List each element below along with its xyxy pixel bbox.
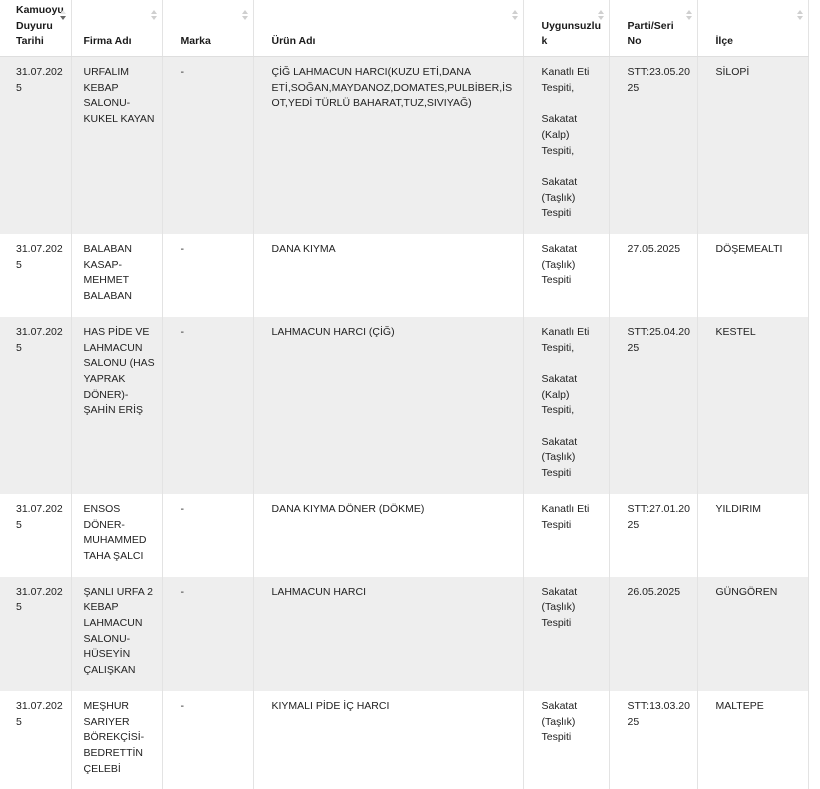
cell-urun: LAHMACUN HARCI (ÇİĞ): [253, 317, 523, 494]
table-row: [0, 317, 808, 494]
column-header-firma[interactable]: [71, 0, 162, 57]
column-header-label: Ürün Adı: [272, 34, 517, 50]
cell-date: 31.07.2025: [0, 577, 71, 691]
nonconformity-entry: Sakatat (Taşlık) Tespiti: [542, 435, 603, 482]
cell-marka: -: [162, 234, 253, 317]
cell-uygunsuzluk: [523, 57, 609, 235]
sort-up-arrow-icon: [242, 10, 248, 14]
entry-spacer: [542, 419, 603, 435]
cell-marka: -: [162, 691, 253, 789]
sort-up-arrow-icon: [60, 10, 66, 14]
cell-marka: -: [162, 494, 253, 577]
cell-ilce: GÜNGÖREN: [697, 577, 808, 691]
sort-down-arrow-icon: [797, 16, 803, 20]
nonconformity-entry: Kanatlı Eti Tespiti,: [542, 325, 603, 356]
nonconformity-entry: Sakatat (Kalp) Tespiti,: [542, 112, 603, 159]
column-header-label: Firma Adı: [84, 34, 156, 50]
cell-urun: LAHMACUN HARCI: [253, 577, 523, 691]
nonconformity-entry: Sakatat (Taşlık) Tespiti: [542, 585, 603, 632]
cell-date: 31.07.2025: [0, 691, 71, 789]
sort-up-arrow-icon: [797, 10, 803, 14]
header-row: [0, 0, 808, 57]
cell-parti: STT:13.03.2025: [609, 691, 697, 789]
sort-descending-icon[interactable]: [60, 10, 66, 20]
table-row: [0, 691, 808, 789]
column-header-label: No: [628, 34, 691, 50]
entry-spacer: [542, 96, 603, 112]
cell-ilce: SİLOPİ: [697, 57, 808, 235]
column-header-ilce[interactable]: [697, 0, 808, 57]
cell-firma: ENSOS DÖNER-MUHAMMED TAHA ŞALCI: [71, 494, 162, 577]
sort-icon[interactable]: [242, 10, 248, 20]
column-header-uygunsuzluk[interactable]: [523, 0, 609, 57]
nonconformity-entry: Sakatat (Taşlık) Tespiti: [542, 175, 603, 222]
cell-date: 31.07.2025: [0, 317, 71, 494]
column-header-label: Tarihi: [16, 34, 65, 50]
table-row: [0, 577, 808, 691]
cell-date: 31.07.2025: [0, 234, 71, 317]
column-header-label: Kamuoyu: [16, 3, 65, 19]
cell-parti: STT:25.04.2025: [609, 317, 697, 494]
sort-up-arrow-icon: [686, 10, 692, 14]
cell-urun: KIYMALI PİDE İÇ HARCI: [253, 691, 523, 789]
column-header-label: Duyuru: [16, 19, 65, 35]
nonconformity-entry: Sakatat (Taşlık) Tespiti: [542, 699, 603, 746]
sort-down-arrow-icon: [598, 16, 604, 20]
cell-parti: STT:27.01.2025: [609, 494, 697, 577]
cell-firma: BALABAN KASAP-MEHMET BALABAN: [71, 234, 162, 317]
cell-urun: ÇİĞ LAHMACUN HARCI(KUZU ETİ,DANA ETİ,SOĞAN,MAYDANOZ,DOMATES,PULBİBER,İSOT,YEDİ TÜRLÜ BAHARAT,TUZ,SIVIYAĞ): [253, 57, 523, 235]
cell-firma: URFALIM KEBAP SALONU-KUKEL KAYAN: [71, 57, 162, 235]
cell-uygunsuzluk: [523, 577, 609, 691]
column-header-urun[interactable]: [253, 0, 523, 57]
table-row: [0, 234, 808, 317]
cell-ilce: DÖŞEMEALTI: [697, 234, 808, 317]
column-header-date[interactable]: [0, 0, 71, 57]
table-row: [0, 494, 808, 577]
cell-firma: HAS PİDE VE LAHMACUN SALONU (HAS YAPRAK DÖNER)-ŞAHİN ERİŞ: [71, 317, 162, 494]
entry-spacer: [542, 159, 603, 175]
column-header-parti[interactable]: [609, 0, 697, 57]
column-header-marka[interactable]: [162, 0, 253, 57]
sort-down-arrow-icon: [60, 16, 66, 20]
nonconformity-entry: Sakatat (Kalp) Tespiti,: [542, 372, 603, 419]
cell-urun: DANA KIYMA: [253, 234, 523, 317]
nonconformity-entry: Kanatlı Eti Tespiti: [542, 502, 603, 533]
cell-firma: ŞANLI URFA 2 KEBAP LAHMACUN SALONU-HÜSEYİN ÇALIŞKAN: [71, 577, 162, 691]
sort-icon[interactable]: [797, 10, 803, 20]
cell-parti: 26.05.2025: [609, 577, 697, 691]
nonconformity-entry: Sakatat (Taşlık) Tespiti: [542, 242, 603, 289]
cell-ilce: YILDIRIM: [697, 494, 808, 577]
sort-icon[interactable]: [512, 10, 518, 20]
sort-down-arrow-icon: [512, 16, 518, 20]
sort-up-arrow-icon: [512, 10, 518, 14]
column-header-label: İlçe: [716, 34, 802, 50]
column-header-label: Parti/Seri: [628, 19, 691, 35]
table-row: [0, 57, 808, 235]
sort-icon[interactable]: [151, 10, 157, 20]
sort-icon[interactable]: [686, 10, 692, 20]
sort-icon[interactable]: [598, 10, 604, 20]
cell-uygunsuzluk: [523, 691, 609, 789]
cell-uygunsuzluk: [523, 317, 609, 494]
cell-marka: -: [162, 317, 253, 494]
table-body: [0, 57, 808, 789]
sort-down-arrow-icon: [242, 16, 248, 20]
cell-uygunsuzluk: [523, 234, 609, 317]
column-header-label: Marka: [181, 34, 247, 50]
cell-date: 31.07.2025: [0, 57, 71, 235]
sort-up-arrow-icon: [151, 10, 157, 14]
sort-up-arrow-icon: [598, 10, 604, 14]
nonconformity-entry: Kanatlı Eti Tespiti,: [542, 65, 603, 96]
cell-ilce: KESTEL: [697, 317, 808, 494]
sort-down-arrow-icon: [686, 16, 692, 20]
cell-uygunsuzluk: [523, 494, 609, 577]
entry-spacer: [542, 356, 603, 372]
cell-marka: -: [162, 57, 253, 235]
cell-ilce: MALTEPE: [697, 691, 808, 789]
table-header: [0, 0, 808, 57]
cell-marka: -: [162, 577, 253, 691]
column-header-label: Uygunsuzluk: [542, 19, 603, 50]
cell-firma: MEŞHUR SARIYER BÖREKÇİSİ-BEDRETTİN ÇELEBİ: [71, 691, 162, 789]
cell-parti: STT:23.05.2025: [609, 57, 697, 235]
sort-down-arrow-icon: [151, 16, 157, 20]
cell-urun: DANA KIYMA DÖNER (DÖKME): [253, 494, 523, 577]
cell-parti: 27.05.2025: [609, 234, 697, 317]
cell-date: 31.07.2025: [0, 494, 71, 577]
